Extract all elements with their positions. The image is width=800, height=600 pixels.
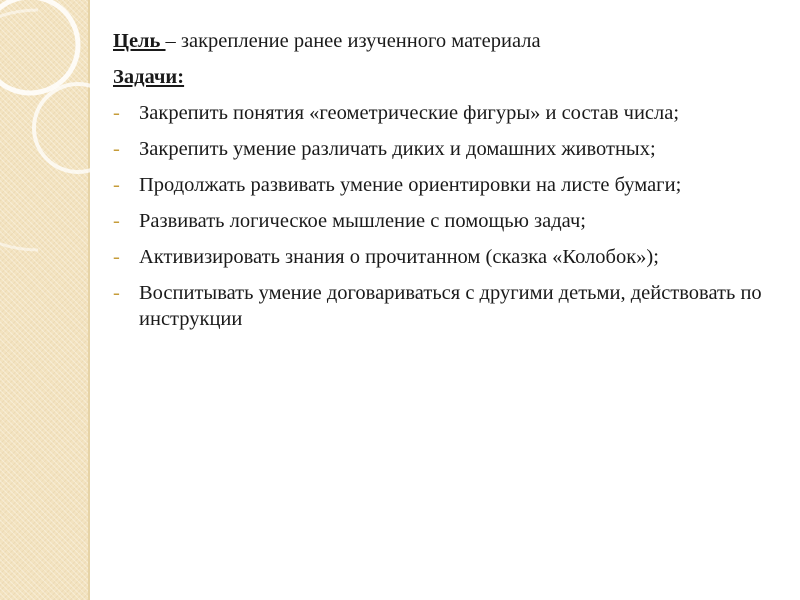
list-item [113, 244, 783, 270]
task-text: Активизировать знания о прочитанном (сказка «Колобок»); [139, 246, 659, 268]
sidebar-divider [88, 0, 90, 600]
bullet-dash: - [113, 102, 120, 124]
bullet-dash: - [113, 138, 120, 160]
list-item [113, 100, 783, 126]
task-text: Закрепить понятия «геометрические фигуры» и состав числа; [139, 102, 680, 124]
goal-text: – закрепление ранее изученного материала [165, 30, 541, 52]
list-item [113, 280, 783, 332]
goal-label: Цель [113, 30, 166, 52]
task-text: Воспитывать умение договариваться с другими детьми, действовать по инструкции [139, 282, 762, 330]
goal-line [113, 28, 783, 54]
task-text: Закрепить умение различать диких и домашних животных; [139, 138, 656, 160]
list-item [113, 208, 783, 234]
bullet-dash: - [113, 282, 120, 304]
tasks-list [113, 100, 783, 332]
task-text: Развивать логическое мышление с помощью задач; [139, 210, 586, 232]
list-item [113, 136, 783, 162]
slide-content [113, 28, 783, 342]
tasks-label: Задачи: [113, 66, 185, 88]
list-item [113, 172, 783, 198]
bullet-dash: - [113, 210, 120, 232]
task-text: Продолжать развивать умение ориентировки на листе бумаги; [139, 174, 682, 196]
tasks-heading [113, 64, 783, 90]
decorative-sidebar [0, 0, 88, 600]
bullet-dash: - [113, 246, 120, 268]
bullet-dash: - [113, 174, 120, 196]
